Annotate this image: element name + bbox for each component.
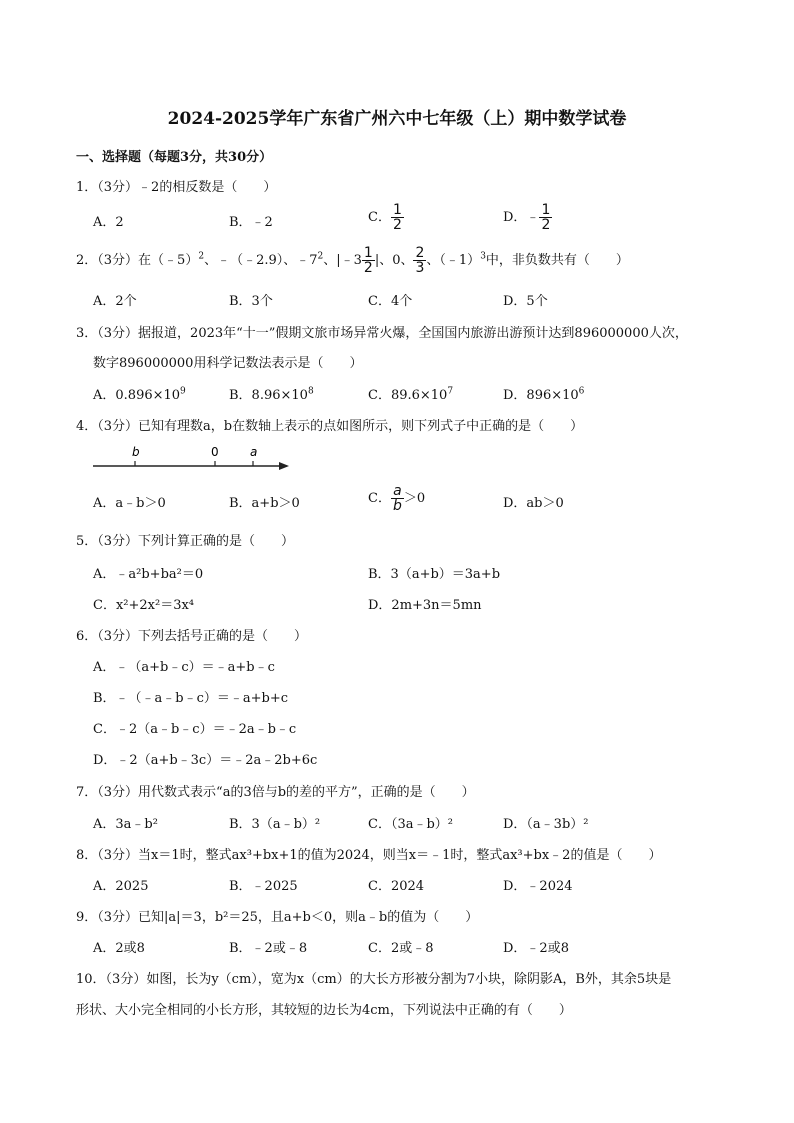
q8-option-a: A．2025 xyxy=(93,879,149,894)
q5-option-a: A．﹣a²b+ba²＝0 xyxy=(93,567,204,582)
q3-option-a: A．$0.896\times 10^9$ xyxy=(93,386,186,403)
q2-option-c: C．4个 xyxy=(368,294,413,309)
q9-option-d: D．﹣2或8 xyxy=(503,941,569,956)
question-8-stem: 8．（3分）当x＝1时，整式ax³+bx+1的值为2024，则当x＝﹣1时，整式ax³+bx﹣2的值是（ ） xyxy=(76,848,662,863)
q3-option-b: B．$8.96\times 10^8$ xyxy=(229,386,314,403)
question-9-stem: 9．（3分）已知|a|＝3，b²＝25，且a+b＜0，则a﹣b的值为（ ） xyxy=(76,910,479,925)
question-2-stem: 2．（3分）在（﹣5）$^2$、﹣（﹣2.9）、$﹣7^2$、|﹣3 $\frac{1}{2}$ |、0、 $\frac{2}{3}$ 、（﹣1）$^3$中，非负数共有（ ） xyxy=(76,245,629,276)
label-b: b xyxy=(132,445,140,459)
number-line-figure xyxy=(90,440,295,470)
q8-option-d: D．﹣2024 xyxy=(503,879,573,894)
section-heading: 一、选择题（每题3分，共30分） xyxy=(76,150,273,165)
q2-option-b: B．3个 xyxy=(229,294,273,309)
question-5-stem: 5．（3分）下列计算正确的是（ ） xyxy=(76,534,295,549)
q1-option-a: A．2 xyxy=(93,215,124,230)
q9-option-c: C．2或﹣8 xyxy=(368,941,434,956)
q7-option-d: D．（a﹣3b）² xyxy=(503,817,589,832)
q7-option-a: A．3a﹣b² xyxy=(93,817,158,832)
q3-option-c: C．$89.6\times 10^7$ xyxy=(368,386,454,403)
question-6-stem: 6．（3分）下列去括号正确的是（ ） xyxy=(76,629,308,644)
q8-option-c: C．2024 xyxy=(368,879,425,894)
q6-option-b: B．﹣（﹣a﹣b﹣c）＝﹣a+b+c xyxy=(93,691,289,706)
question-3-line-2: 数字896000000用科学记数法表示是（ ） xyxy=(93,356,363,371)
page-title: 2024-2025学年广东省广州六中七年级（上）期中数学试卷 xyxy=(167,109,627,129)
q4-option-d: D．ab＞0 xyxy=(503,496,564,511)
question-10-line-2: 形状、大小完全相同的小长方形，其较短的边长为4cm，下列说法中正确的有（ ） xyxy=(76,1003,572,1018)
q5-option-b: B．3（a+b）＝3a+b xyxy=(368,567,501,582)
q5-option-c: C．x²+2x²＝3x⁴ xyxy=(93,598,195,613)
question-10-line-1: 10．（3分）如图，长为y（cm），宽为x（cm）的大长方形被分割为7小块，除阴影A，B外，其余5块是 xyxy=(76,972,672,987)
q9-option-a: A．2或8 xyxy=(93,941,145,956)
q2-option-a: A．2个 xyxy=(93,294,137,309)
q4-option-a: A．a﹣b＞0 xyxy=(93,496,166,511)
q9-option-b: B．﹣2或﹣8 xyxy=(229,941,308,956)
q5-option-d: D．2m+3n＝5mn xyxy=(368,598,482,613)
q6-option-d: D．﹣2（a+b﹣3c）＝﹣2a﹣2b+6c xyxy=(93,753,318,768)
question-1-stem: 1．（3分）﹣2的相反数是（ ） xyxy=(76,180,277,195)
q6-option-c: C．﹣2（a﹣b﹣c）＝﹣2a﹣b﹣c xyxy=(93,722,297,737)
q7-option-c: C．（3a﹣b）² xyxy=(368,817,454,832)
label-a: a xyxy=(250,445,258,459)
question-3-line-1: 3．（3分）据报道，2023年“十一”假期文旅市场异常火爆，全国国内旅游出游预计达到896000000人次， xyxy=(76,326,688,341)
q7-option-b: B．3（a﹣b）² xyxy=(229,817,321,832)
label-0: 0 xyxy=(211,445,219,459)
q3-option-d: D．$896\times 10^6$ xyxy=(503,386,585,403)
q2-option-d: D．5个 xyxy=(503,294,548,309)
q4-option-c: C． $\frac{a}{b}$ ＞0 xyxy=(368,483,426,514)
q1-option-d: D．﹣ $\frac{1}{2}$ xyxy=(503,202,551,233)
q6-option-a: A．﹣（a+b﹣c）＝﹣a+b﹣c xyxy=(93,660,275,675)
q1-option-b: B．﹣2 xyxy=(229,215,273,230)
question-4-stem: 4．（3分）已知有理数a，b在数轴上表示的点如图所示，则下列式子中正确的是（ ） xyxy=(76,419,584,434)
q4-option-b: B．a+b＞0 xyxy=(229,496,300,511)
q1-option-c: C． $\frac{1}{2}$ xyxy=(368,202,402,233)
q8-option-b: B．﹣2025 xyxy=(229,879,298,894)
question-7-stem: 7．（3分）用代数式表示“a的3倍与b的差的平方”，正确的是（ ） xyxy=(76,785,475,800)
number-line-arrowhead xyxy=(279,462,289,470)
